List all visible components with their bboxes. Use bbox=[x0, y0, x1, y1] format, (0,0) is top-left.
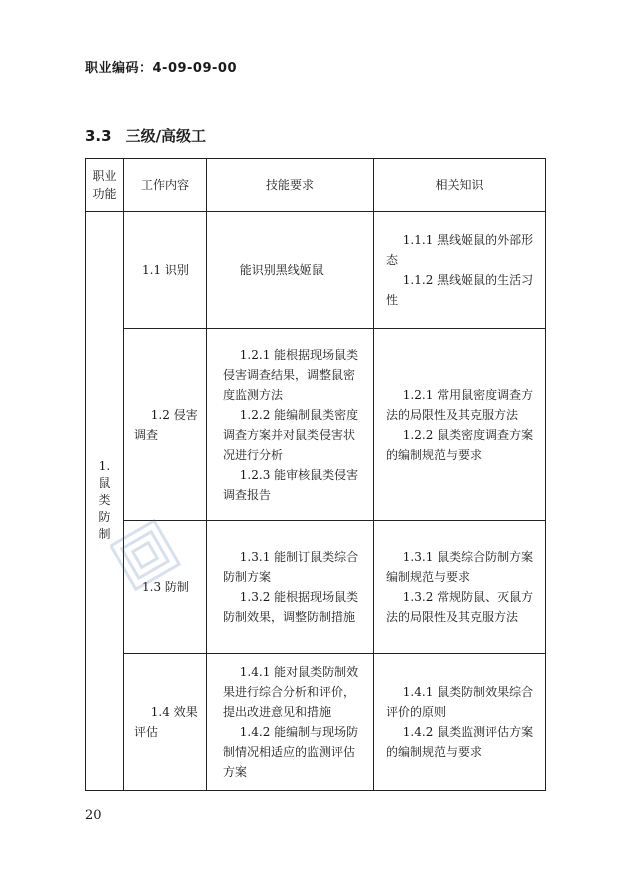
table-header-row bbox=[86, 159, 546, 212]
header-work-content: 工作内容 bbox=[124, 159, 207, 212]
skill-standard-table bbox=[85, 158, 546, 791]
page-number: 20 bbox=[85, 808, 102, 823]
header-function: 职业 功能 bbox=[86, 159, 124, 212]
work-content-cell: 1.2 侵害调查 bbox=[124, 329, 207, 521]
watermark-logo-icon bbox=[110, 510, 190, 620]
function-cell bbox=[86, 212, 124, 791]
work-content-cell: 1.4 效果评估 bbox=[124, 654, 207, 791]
knowledge-cell: 1.4.1 鼠类防制效果综合评价的原则 1.4.2 鼠类监测评估方案的编制规范与要求 bbox=[374, 654, 546, 791]
skill-cell: 1.4.1 能对鼠类防制效果进行综合分析和评价，提出改进意见和措施 1.4.2 能编制与现场防制情况相适应的监测评估方案 bbox=[207, 654, 374, 791]
table-row bbox=[86, 654, 546, 791]
section-number: 3.3 bbox=[85, 127, 112, 145]
skill-cell: 1.3.1 能制订鼠类综合防制方案 1.3.2 能根据现场鼠类防制效果，调整防制措施 bbox=[207, 521, 374, 654]
table-row bbox=[86, 329, 546, 521]
skill-cell: 1.2.1 能根据现场鼠类侵害调查结果，调整鼠密度监测方法 1.2.2 能编制鼠类密度调查方案并对鼠类侵害状况进行分析 1.2.3 能审核鼠类侵害调查报告 bbox=[207, 329, 374, 521]
knowledge-cell: 1.1.1 黑线姬鼠的外部形态 1.1.2 黑线姬鼠的生活习性 bbox=[374, 212, 546, 329]
occupation-code: 职业编码：4-09-09-00 bbox=[85, 61, 238, 76]
knowledge-cell: 1.2.1 常用鼠密度调查方法的局限性及其克服方法 1.2.2 鼠类密度调查方案的编制规范与要求 bbox=[374, 329, 546, 521]
header-related-knowledge: 相关知识 bbox=[374, 159, 546, 212]
work-content-cell: 1.1 识别 bbox=[124, 212, 207, 329]
header-skill-requirements: 技能要求 bbox=[207, 159, 374, 212]
section-title: 三级/高级工 bbox=[125, 127, 207, 145]
skill-cell: 能识别黑线姬鼠 bbox=[207, 212, 374, 329]
knowledge-cell: 1.3.1 鼠类综合防制方案编制规范与要求 1.3.2 常规防鼠、灭鼠方法的局限性及其克服方法 bbox=[374, 521, 546, 654]
table-row bbox=[86, 212, 546, 329]
function-label: 1. 鼠类防制 bbox=[98, 459, 111, 541]
work-content-cell: 1.3 防制 bbox=[124, 521, 207, 654]
section-heading bbox=[85, 125, 206, 146]
